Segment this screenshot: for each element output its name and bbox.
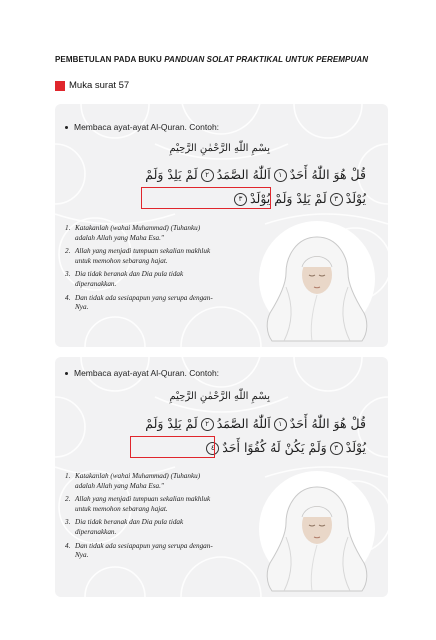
intro-label: Membaca ayat-ayat Al-Quran. Contoh:	[74, 368, 220, 378]
meaning-text: Allah yang menjadi tumpuan sekalian makhluk untuk memohon sebarang hajat.	[75, 495, 211, 513]
meaning-item	[65, 224, 215, 243]
meaning-item	[65, 518, 215, 537]
ayah-2-text: اَللّٰهُ الصَّمَدُ	[216, 167, 271, 182]
ayah-number-marker: ٢	[201, 418, 214, 431]
bismillah: بِسْمِ اللّٰهِ الرَّحْمٰنِ الرَّحِيْمِ	[169, 391, 270, 402]
title-prefix: PEMBETULAN PADA BUKU	[55, 55, 165, 64]
meaning-item	[65, 247, 215, 266]
ayah-3-end-text: يُوْلَدْ	[345, 440, 366, 455]
ayah-2-text: اَللّٰهُ الصَّمَدُ	[216, 416, 271, 431]
meaning-text: Dia tidak beranak dan Dia pula tidak diperanakkan.	[75, 270, 184, 288]
correction-highlight-box	[130, 436, 215, 458]
meaning-number: 1.	[65, 472, 71, 480]
ayah-number-marker: ١	[274, 169, 287, 182]
meaning-number: 2.	[65, 247, 71, 256]
intro-label: Membaca ayat-ayat Al-Quran. Contoh:	[74, 122, 220, 132]
ayah-number-marker: ١	[274, 418, 287, 431]
ayah-1-text: قُلْ هُوَ اللّٰهُ أَحَدٌ	[289, 416, 366, 431]
meaning-number: 2.	[65, 495, 71, 504]
meaning-text: Katakanlah (wahai Muhammad) (Tuhanku) adalah Allah yang Maha Esa."	[75, 224, 201, 242]
ayah-number-marker: ٢	[201, 169, 214, 182]
red-square-marker	[55, 81, 65, 91]
ayah-line-1	[145, 416, 366, 431]
panel-original	[55, 104, 388, 347]
bismillah: بِسْمِ اللّٰهِ الرَّحْمٰنِ الرَّحِيْمِ	[169, 143, 270, 154]
panel-corrected	[55, 357, 388, 597]
ayah-3-end-text: يُوْلَدْ	[345, 191, 366, 206]
bullet-icon	[65, 126, 68, 129]
ayah-number-marker: ٣	[330, 442, 343, 455]
ayah-3-start-text: لَمْ يَلِدْ وَلَمْ	[145, 167, 198, 182]
meaning-text: Dia tidak beranak dan Dia pula tidak diperanakkan.	[75, 518, 184, 536]
meaning-text: Katakanlah (wahai Muhammad) (Tuhanku) adalah Allah yang Maha Esa."	[75, 472, 201, 490]
intro-text	[65, 368, 219, 378]
page-reference-label: Muka surat 57	[69, 80, 130, 91]
meaning-number: 3.	[65, 518, 71, 527]
ayah-line-2	[203, 440, 366, 455]
ayah-number-marker: ٤	[206, 442, 219, 455]
woman-in-telekung-illustration	[252, 217, 382, 347]
ayah-number-marker: ٣	[234, 193, 247, 206]
meaning-item	[65, 495, 215, 514]
woman-in-telekung-illustration	[252, 467, 382, 597]
meaning-number: 4.	[65, 541, 71, 550]
meaning-number: 4.	[65, 293, 71, 302]
intro-text	[65, 122, 219, 132]
ayah-repeated-text: لَمْ يَلِدْ وَلَمْ يُوْلَدْ	[249, 191, 327, 206]
meaning-text: Dan tidak ada sesiapapun yang serupa dengan-Nya.	[75, 293, 213, 312]
ayah-1-text: قُلْ هُوَ اللّٰهُ أَحَدٌ	[289, 167, 366, 182]
meaning-item	[65, 542, 215, 561]
page-title	[55, 55, 395, 64]
error-highlight-box	[141, 187, 271, 209]
ayah-4-start-text: وَلَمْ يَكُنْ لَهُ	[270, 440, 327, 455]
bullet-icon	[65, 372, 68, 375]
meanings-list	[65, 224, 215, 317]
meaning-item	[65, 294, 215, 313]
book-title: PANDUAN SOLAT PRAKTIKAL UNTUK PEREMPUAN	[164, 55, 369, 64]
meanings-list	[65, 472, 215, 565]
meaning-text: Allah yang menjadi tumpuan sekalian makhluk untuk memohon sebarang hajat.	[75, 247, 211, 265]
meaning-number: 3.	[65, 270, 71, 279]
meaning-item	[65, 472, 215, 491]
ayah-line-1	[145, 167, 366, 182]
meaning-number: 1.	[65, 224, 71, 232]
meaning-text: Dan tidak ada sesiapapun yang serupa dengan-Nya.	[75, 541, 213, 560]
ayah-number-marker: ٣	[330, 193, 343, 206]
meaning-item	[65, 270, 215, 289]
ayah-4-end-text: كُفُوًا أَحَدٌ	[222, 440, 267, 455]
page-reference	[55, 80, 129, 91]
ayah-3-start-text: لَمْ يَلِدْ وَلَمْ	[145, 416, 198, 431]
